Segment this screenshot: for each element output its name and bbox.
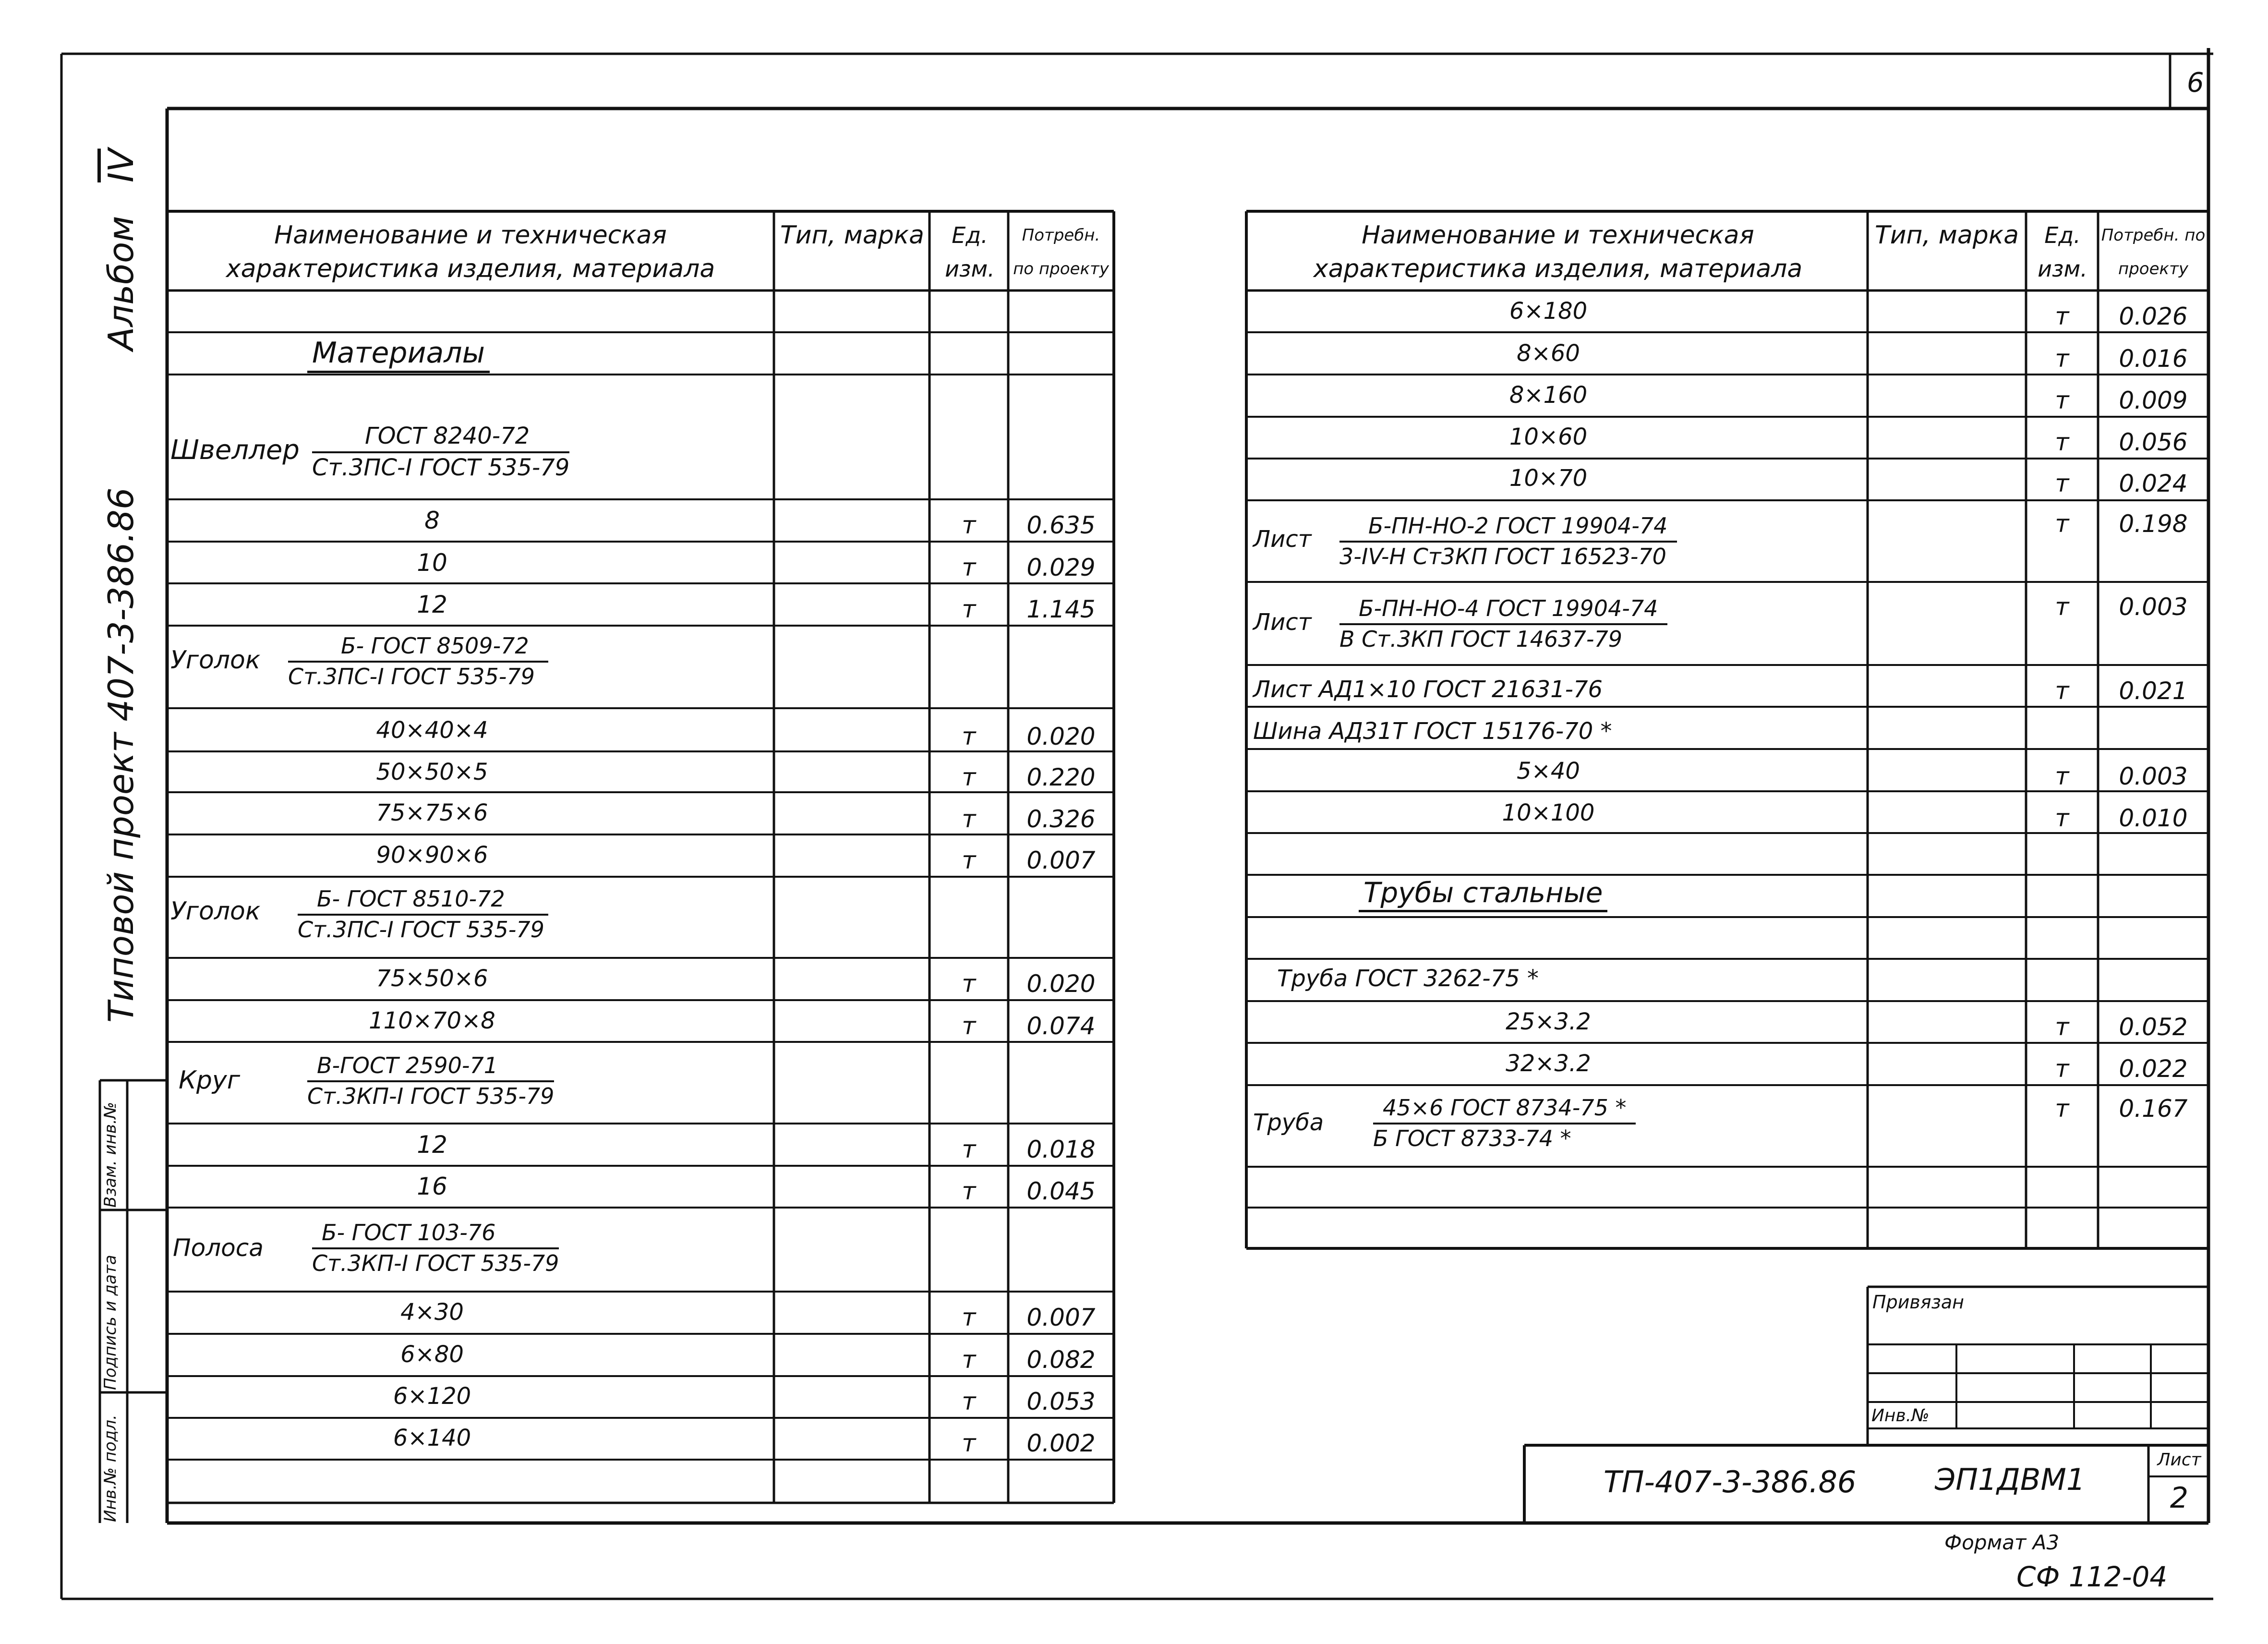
inv-no-label: Инв.№ (1871, 1406, 1930, 1426)
row-unit: т (2055, 302, 2069, 330)
list-label: Лист (1253, 609, 1312, 636)
row-unit: т (2055, 593, 2069, 621)
row-name: 40×40×4 (376, 717, 488, 744)
row-unit: т (962, 846, 976, 874)
row-unit: т (962, 1429, 976, 1457)
row-name: 4×30 (400, 1299, 464, 1326)
row-qty: 1.145 (1026, 595, 1096, 623)
row-name: 75×50×6 (376, 965, 488, 992)
list-standard: Б-ПН-НО-2 ГОСТ 19904-74 3-IV-Н Ст3КП ГОСТ 16523-70 (1339, 513, 1677, 569)
left-header-unit: Ед. изм. (945, 222, 995, 282)
row-name: 25×3.2 (1506, 1008, 1591, 1035)
row-qty: 0.220 (1026, 763, 1096, 791)
list-label: Лист (2157, 1450, 2201, 1470)
group-label: Уголок (170, 897, 261, 926)
row-unit: т (962, 554, 976, 581)
row-unit: т (962, 805, 976, 833)
shina-text: Шина АД31Т ГОСТ 15176-70 * (1253, 718, 1612, 745)
left-section-title: Материалы (307, 336, 490, 373)
group-standard: Б- ГОСТ 8509-72 Ст.3ПС-I ГОСТ 535-79 (288, 633, 548, 689)
right-header-type: Тип, марка (1875, 221, 2019, 250)
row-unit: т (2055, 470, 2069, 497)
row-qty: 0.007 (1026, 846, 1096, 874)
row-unit: т (962, 1136, 976, 1163)
row-unit: т (962, 970, 976, 998)
row-name: 12 (417, 591, 447, 618)
row-unit: т (962, 1012, 976, 1040)
form-code: СФ 112-04 (2016, 1560, 2168, 1593)
row-unit: т (962, 763, 976, 791)
left-header-need: Потребн. по проекту (1013, 226, 1109, 278)
row-unit: т (2055, 387, 2069, 414)
row-qty: 0.026 (2119, 302, 2188, 330)
row-qty: 0.167 (2119, 1095, 2188, 1123)
row-name: 16 (417, 1173, 447, 1200)
row-unit: т (2055, 1055, 2069, 1083)
right-section-title: Трубы стальные (1359, 876, 1607, 912)
row-qty: 0.635 (1026, 511, 1096, 539)
truba-label: Труба (1253, 1109, 1324, 1136)
row-unit: т (2055, 1095, 2069, 1123)
truba-standard: 45×6 ГОСТ 8734-75 * Б ГОСТ 8733-74 * (1373, 1095, 1636, 1151)
row-qty: 0.074 (1026, 1012, 1096, 1040)
right-header-need: Потребн. по проекту (2101, 226, 2206, 278)
row-qty: 0.020 (1026, 970, 1096, 998)
album-number: $\overline{IV}$ (101, 148, 141, 182)
row-qty: 0.056 (2119, 428, 2188, 456)
row-unit: т (2055, 510, 2069, 538)
row-unit: т (2055, 762, 2069, 790)
row-qty: 0.053 (1026, 1388, 1096, 1415)
group-standard: ГОСТ 8240-72 Ст.3ПС-I ГОСТ 535-79 (312, 423, 570, 481)
row-qty: 0.024 (2119, 470, 2188, 497)
group-standard: Б- ГОСТ 8510-72 Ст.3ПС-I ГОСТ 535-79 (298, 886, 548, 943)
right-header-unit: Ед. изм. (2038, 222, 2087, 282)
row-name: 6×80 (400, 1341, 464, 1368)
row-unit: т (2055, 677, 2069, 705)
row-unit: т (962, 1177, 976, 1205)
left-header-type: Тип, марка (780, 221, 924, 250)
row-unit: т (962, 1346, 976, 1374)
list-text: Лист АД1×10 ГОСТ 21631-76 (1253, 676, 1603, 703)
row-qty: 0.003 (2119, 593, 2188, 621)
row-qty: 0.045 (1026, 1177, 1096, 1205)
row-unit: т (962, 1304, 976, 1331)
row-name: 50×50×5 (376, 759, 488, 786)
row-name: 110×70×8 (369, 1007, 495, 1034)
list-number: 2 (2170, 1481, 2189, 1515)
left-header-name: Наименование и техническая характеристика изделия, материала (226, 221, 715, 283)
row-name: 6×140 (393, 1425, 471, 1451)
row-qty: 0.010 (2119, 804, 2188, 832)
row-unit: т (962, 1388, 976, 1415)
row-qty: 0.021 (2119, 677, 2188, 705)
row-qty: 0.020 (1026, 723, 1096, 750)
row-qty: 0.009 (2119, 387, 2188, 414)
row-qty: 0.198 (2119, 510, 2188, 538)
sheet-code: ЭП1ДВМ1 (1935, 1462, 2086, 1497)
truba-text: Труба ГОСТ 3262-75 * (1277, 965, 1539, 992)
privyazan-label: Привязан (1872, 1292, 1964, 1313)
row-qty: 0.002 (1026, 1429, 1096, 1457)
list-standard: Б-ПН-НО-4 ГОСТ 19904-74 В Ст.3КП ГОСТ 14637-79 (1339, 595, 1667, 652)
row-name: 90×90×6 (376, 842, 488, 869)
right-header-name: Наименование и техническая характеристика изделия, материала (1313, 221, 1803, 283)
row-unit: т (2055, 804, 2069, 832)
group-label: Полоса (173, 1234, 264, 1262)
stamp-podpis-data: Подпись и дата (101, 1255, 120, 1390)
album-label: Альбом (101, 216, 141, 351)
group-label: Швеллер (170, 435, 300, 466)
row-qty: 0.016 (2119, 345, 2188, 373)
project-label: Типовой проект 407-3-386.86 (101, 487, 141, 1023)
group-label: Уголок (170, 646, 261, 675)
row-name: 8×60 (1517, 340, 1580, 367)
row-qty: 0.052 (2119, 1013, 2188, 1041)
row-unit: т (2055, 1013, 2069, 1041)
row-unit: т (2055, 345, 2069, 373)
doc-code: ТП-407-3-386.86 (1604, 1464, 1857, 1499)
format-label: Формат А3 (1944, 1531, 2060, 1554)
row-qty: 0.022 (2119, 1055, 2188, 1083)
row-qty: 0.003 (2119, 762, 2188, 790)
row-qty: 0.082 (1026, 1346, 1096, 1374)
row-name: 5×40 (1517, 758, 1580, 785)
row-name: 10 (417, 549, 447, 577)
row-unit: т (962, 595, 976, 623)
row-qty: 0.029 (1026, 554, 1096, 581)
row-unit: т (962, 723, 976, 750)
row-unit: т (962, 511, 976, 539)
row-name: 10×60 (1509, 423, 1588, 450)
group-standard: Б- ГОСТ 103-76 Ст.3КП-I ГОСТ 535-79 (312, 1220, 559, 1276)
row-name: 8 (424, 507, 440, 534)
stamp-inv-podl: Инв.№ подл. (101, 1414, 120, 1522)
vertical-title-strip (96, 82, 144, 1042)
row-name: 10×100 (1502, 799, 1595, 826)
row-name: 75×75×6 (376, 799, 488, 826)
row-qty: 0.007 (1026, 1304, 1096, 1331)
row-name: 8×160 (1509, 382, 1588, 409)
row-name: 6×180 (1509, 298, 1588, 325)
row-name: 6×120 (393, 1383, 471, 1410)
row-name: 12 (417, 1131, 447, 1159)
row-qty: 0.018 (1026, 1136, 1096, 1163)
row-qty: 0.326 (1026, 805, 1096, 833)
group-standard: В-ГОСТ 2590-71 Ст.3КП-I ГОСТ 535-79 (307, 1052, 555, 1109)
group-label: Круг (179, 1066, 241, 1095)
corner-digit: 6 (2187, 67, 2204, 98)
list-label: Лист (1253, 526, 1312, 553)
stamp-vzam-inv: Взам. инв.№ (101, 1101, 120, 1208)
row-unit: т (2055, 428, 2069, 456)
row-name: 32×3.2 (1506, 1050, 1591, 1077)
row-name: 10×70 (1509, 465, 1588, 492)
